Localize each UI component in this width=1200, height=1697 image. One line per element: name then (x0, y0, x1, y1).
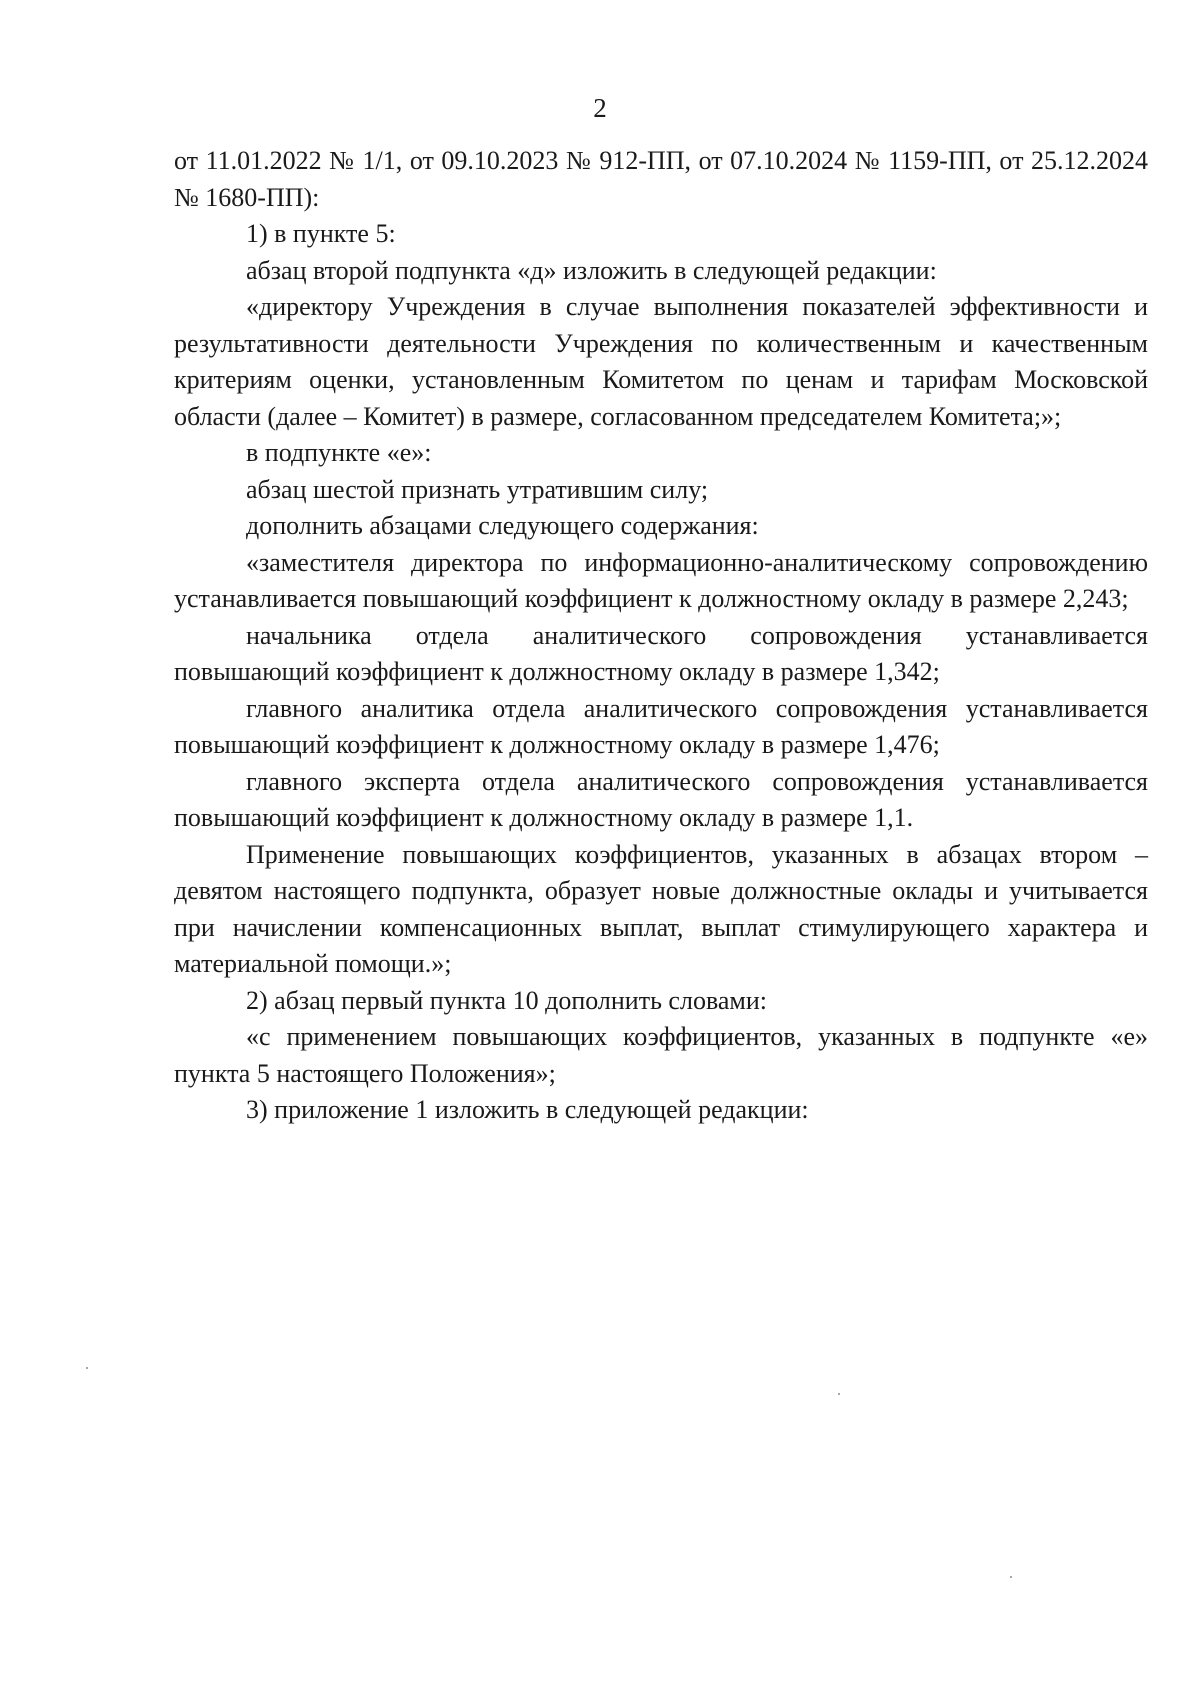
paragraph-item-2-words: «с применением повышающих коэффициентов, указанных в подпункте «е» пункта 5 настоящего Положения»; (174, 1022, 1148, 1088)
document-body (174, 143, 1148, 1129)
page-number: 2 (593, 93, 607, 123)
paragraph-item-1: 1) в пункте 5: (246, 219, 396, 248)
paragraph-item-3: 3) приложение 1 изложить в следующей редакции: (246, 1095, 809, 1124)
paragraph-chief-expert: главного эксперта отдела аналитического сопровождения устанавливается повышающий коэффициент к должностному окладу в размере 1,1. (174, 766, 1148, 832)
paragraph-coefficient-application: Применение повышающих коэффициентов, указанных в абзацах втором – девятом настоящего подпункта, образует новые должностные оклады и учитывается при начислении компенсационных выплат, выплат стимулирующего характера и материальной помощи.»; (174, 839, 1148, 978)
paragraph-deputy-director: «заместителя директора по информационно-аналитическому сопровождению устанавливается повышающий коэффициент к должностному окладу в размере 2,243; (174, 547, 1148, 613)
paragraph-sixth-abolished: абзац шестой признать утратившим силу; (246, 474, 709, 504)
paragraph-supplement: дополнить абзацами следующего содержания: (246, 511, 759, 540)
paragraph-subitem-e: в подпункте «е»: (246, 438, 432, 467)
paragraph-director: «директору Учреждения в случае выполнения показателей эффективности и результативности деятельности Учреждения по количественным и качественным критериям оценки, установленным Комитетом по ценам и тарифам Московской области (далее – Комитет) в размере, согласованном председателем Комитета;»; (174, 292, 1148, 431)
paragraph-department-head: начальника отдела аналитического сопровождения устанавливается повышающий коэффициент к должностному окладу в размере 1,342; (174, 620, 1148, 686)
scan-speck (838, 1393, 840, 1395)
paragraph-amendment-references: от 11.01.2022 № 1/1, от 09.10.2023 № 912-ПП, от 07.10.2024 № 1159-ПП, от 25.12.2024 № 1680-ПП): (174, 146, 1148, 212)
paragraph-chief-analyst: главного аналитика отдела аналитического сопровождения устанавливается повышающий коэффициент к должностному окладу в размере 1,476; (174, 693, 1148, 759)
paragraph-subitem-d: абзац второй подпункта «д» изложить в следующей редакции: (246, 255, 937, 285)
scan-speck (1010, 1576, 1012, 1578)
scan-speck (86, 1367, 88, 1369)
paragraph-item-2: 2) абзац первый пункта 10 дополнить словами: (246, 985, 768, 1015)
